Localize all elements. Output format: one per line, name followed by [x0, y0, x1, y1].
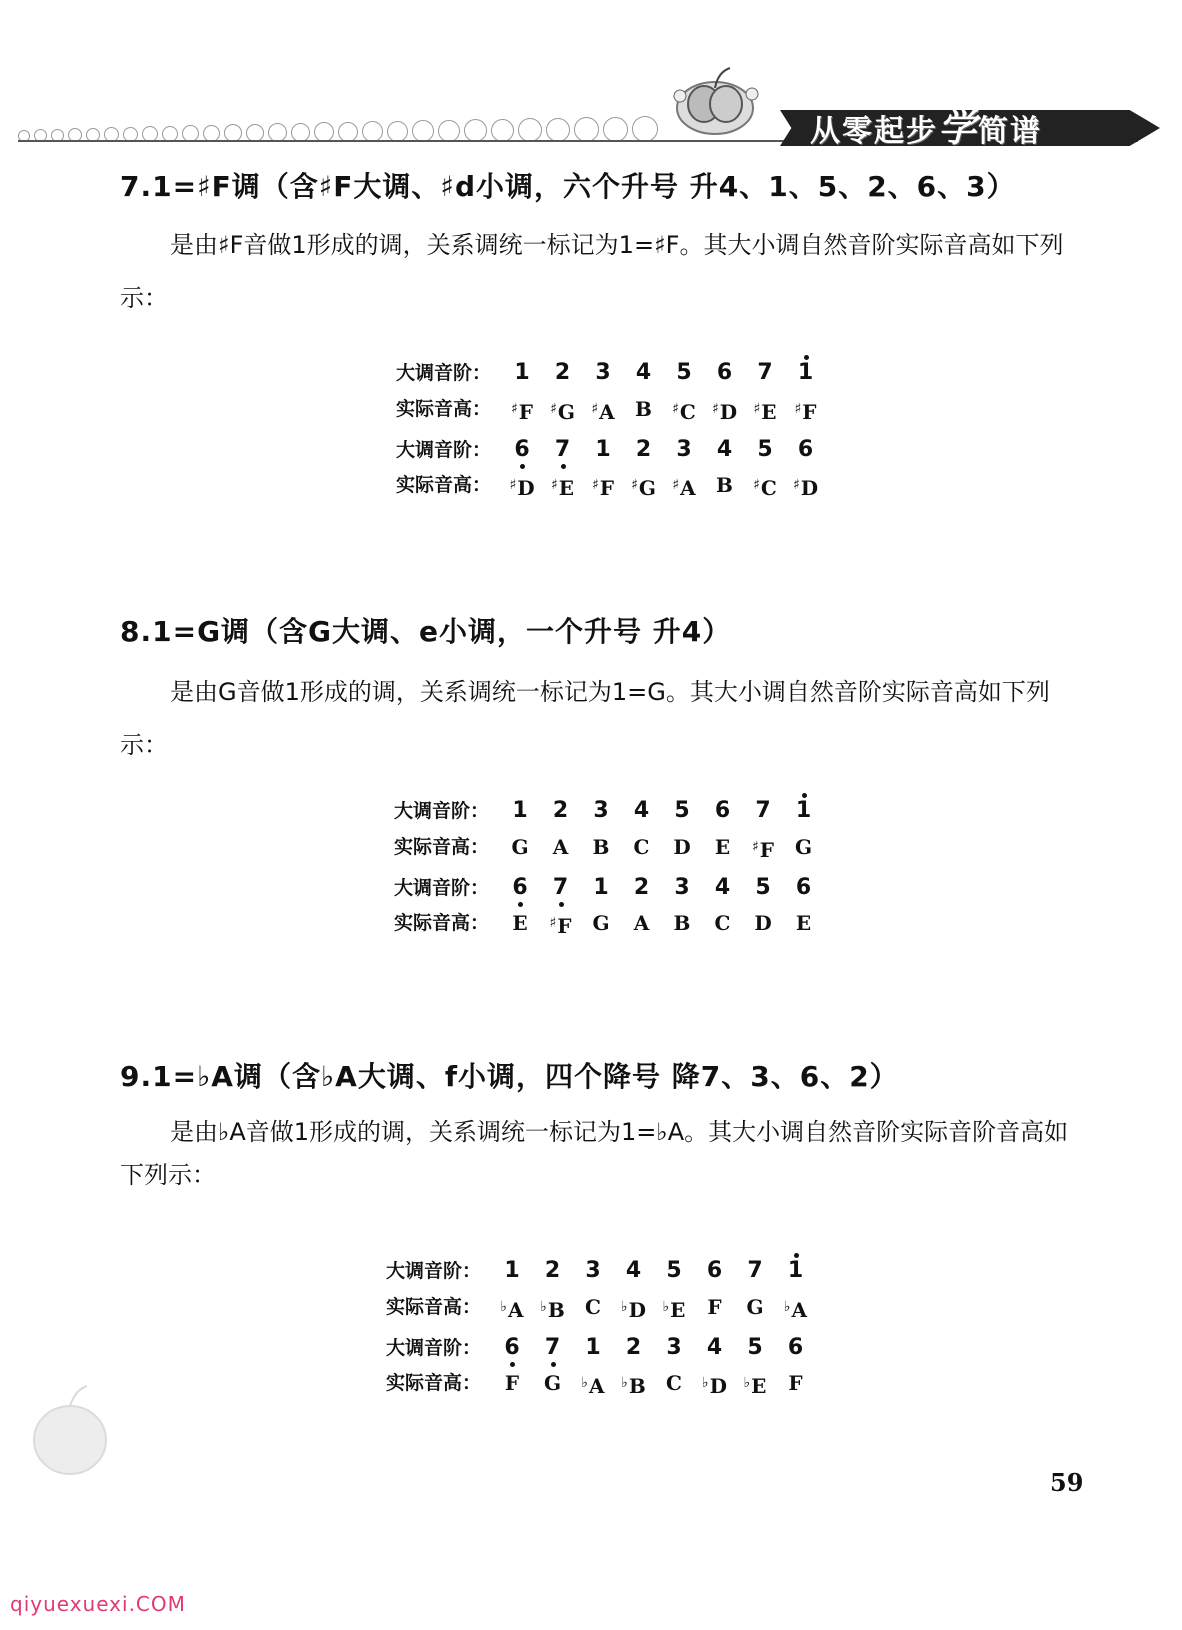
pitch-letter: D	[673, 835, 691, 859]
row-label: 大调音阶：	[394, 800, 490, 822]
sharp-icon: ♯	[672, 401, 679, 417]
pitch-letter: A	[599, 400, 615, 424]
scale-degree: 6	[787, 1335, 804, 1360]
pitch-letter: E	[714, 835, 731, 859]
pitch-letter: F	[557, 914, 572, 938]
pitch-name	[616, 1368, 652, 1401]
scale-degree: 3	[676, 437, 692, 462]
sharp-icon: ♯	[794, 401, 802, 417]
pitch-letter: B	[635, 397, 652, 421]
sharp-icon: ♯	[631, 477, 638, 493]
pitch-name	[583, 908, 619, 938]
pitch-letter: B	[547, 1298, 565, 1322]
actual-pitch-row	[386, 1292, 818, 1322]
scale-degree: 4	[714, 875, 731, 900]
scale-degree: 2	[544, 1258, 561, 1283]
scale-degree: 5	[674, 798, 690, 823]
pitch-letter: E	[670, 1298, 686, 1322]
section-heading: 9.1=♭A调（含♭A大调、f小调，四个降号 降7、3、6、2）	[120, 1060, 899, 1093]
pitch-name	[666, 394, 702, 427]
row-label: 大调音阶：	[394, 877, 490, 899]
pitch-name	[624, 832, 660, 862]
pitch-name	[707, 470, 743, 500]
pitch-letter: G	[543, 1371, 562, 1395]
pitch-letter: D	[719, 400, 738, 424]
scale-degree: 6	[795, 875, 812, 900]
pitch-name	[575, 1292, 611, 1322]
scale-degree: 3	[585, 1258, 601, 1283]
pitch-name	[778, 1292, 814, 1325]
section-body-line2: 下列示：	[120, 1161, 216, 1189]
sharp-icon: ♯	[753, 401, 761, 417]
flat-icon: ♭	[783, 1299, 791, 1315]
pitch-name	[747, 470, 783, 503]
pitch-letter: E	[512, 911, 528, 935]
sharp-icon: ♯	[711, 401, 719, 417]
apple-watermark-icon	[25, 1380, 115, 1480]
pitch-name	[697, 1368, 733, 1401]
pitch-name	[502, 908, 538, 938]
flat-icon: ♭	[500, 1299, 508, 1315]
pitch-name	[707, 394, 743, 427]
pitch-name	[705, 908, 741, 938]
sharp-icon: ♯	[672, 477, 680, 493]
scale-degree: 5	[666, 1258, 682, 1283]
header-circle	[362, 121, 383, 142]
pitch-letter: A	[791, 1298, 808, 1322]
scale-degree: 3	[666, 1335, 682, 1360]
scale-degree: 6	[504, 435, 540, 465]
scale-degree: 3	[595, 360, 611, 385]
scale-degree: 7	[535, 1333, 571, 1363]
pitch-name	[575, 1368, 611, 1401]
scale-degree: 3	[593, 798, 609, 823]
scale-degree: 4	[625, 1258, 642, 1283]
scale-degree-row	[394, 796, 826, 826]
pitch-name	[545, 470, 581, 503]
scale-degree: 5	[757, 437, 773, 462]
pitch-letter: C	[585, 1295, 601, 1319]
pitch-name	[697, 1292, 733, 1322]
scale-degree: 3	[674, 875, 690, 900]
scale-degree: 7	[545, 435, 581, 465]
sharp-icon: ♯	[509, 477, 517, 493]
scale-degree: 1	[512, 798, 528, 823]
pitch-letter: E	[751, 1374, 767, 1398]
pitch-letter: G	[794, 835, 813, 859]
pitch-name	[788, 470, 824, 503]
pitch-name	[624, 908, 660, 938]
pitch-name	[504, 470, 540, 503]
scale-degree: 5	[676, 360, 692, 385]
scale-degree: 1	[585, 1335, 601, 1360]
pitch-letter: A	[680, 476, 696, 500]
pitch-name	[543, 832, 579, 862]
pitch-letter: C	[679, 400, 696, 424]
scale-degree: 1	[593, 875, 609, 900]
pitch-name	[545, 394, 581, 427]
flat-icon: ♭	[621, 1375, 628, 1391]
pitch-name	[737, 1368, 773, 1401]
header-circle	[464, 119, 487, 142]
sharp-icon: ♯	[592, 477, 599, 493]
pitch-letter: G	[557, 400, 575, 424]
actual-pitch-row	[394, 908, 826, 938]
flat-icon: ♭	[702, 1375, 709, 1391]
section-body-line1: 是由G音做1形成的调，关系调统一标记为1=G。其大小调自然音阶实际音高如下列	[170, 678, 1050, 706]
pitch-name	[585, 470, 621, 503]
scale-degree: 1	[788, 358, 824, 388]
scale-degree: 6	[494, 1333, 530, 1363]
pitch-letter: B	[628, 1374, 646, 1398]
pitch-letter: C	[714, 911, 731, 935]
book-title-part3: 简谱	[978, 114, 1043, 149]
flat-icon: ♭	[581, 1375, 589, 1391]
actual-pitch-row	[396, 470, 828, 500]
scale-degree: 4	[633, 798, 650, 823]
sharp-icon: ♯	[752, 839, 759, 855]
scale-degree: 6	[797, 437, 814, 462]
row-label: 实际音高：	[386, 1296, 482, 1318]
pitch-letter: B	[673, 911, 691, 935]
scale-degree: 6	[716, 360, 733, 385]
header-circle	[412, 120, 434, 142]
sharp-icon: ♯	[792, 477, 800, 493]
flat-icon: ♭	[540, 1299, 547, 1315]
scale-degree: 2	[625, 1335, 642, 1360]
pitch-name	[656, 1368, 692, 1398]
header-circle	[546, 118, 570, 142]
sharp-icon: ♯	[753, 477, 760, 493]
pitch-letter: B	[592, 835, 610, 859]
pitch-letter: F	[707, 1295, 722, 1319]
scale-degree: 2	[554, 360, 571, 385]
scale-degree: 1	[778, 1256, 814, 1286]
scale-degree-row	[394, 873, 826, 903]
pitch-letter: G	[746, 1295, 764, 1319]
header-circle	[314, 122, 334, 142]
sharp-icon: ♯	[550, 477, 558, 493]
pitch-name	[737, 1292, 773, 1322]
scale-degree-row	[386, 1333, 818, 1363]
pitch-name	[494, 1368, 530, 1398]
pitch-letter: C	[760, 476, 777, 500]
scale-degree: 6	[714, 798, 731, 823]
flat-icon: ♭	[743, 1375, 751, 1391]
section-body-line2: 示：	[120, 284, 168, 312]
scale-degree-row	[396, 358, 828, 388]
pitch-name	[745, 832, 781, 865]
pitch-name	[664, 832, 700, 862]
pitch-name	[535, 1368, 571, 1398]
pitch-letter: G	[592, 911, 610, 935]
pitch-letter: F	[759, 838, 774, 862]
pitch-letter: B	[716, 473, 733, 497]
pitch-name	[788, 394, 824, 427]
pitch-name	[494, 1292, 530, 1325]
section-heading: 7.1=♯F调（含♯F大调、♯d小调，六个升号 升4、1、5、2、6、3）	[120, 170, 1016, 203]
section-body-line1: 是由♯F音做1形成的调，关系调统一标记为1=♯F。其大小调自然音阶实际音高如下列	[170, 231, 1064, 259]
scale-degree: 7	[543, 873, 579, 903]
header-circle	[338, 122, 358, 142]
scale-degree: 7	[747, 1258, 763, 1283]
sharp-icon: ♯	[549, 915, 557, 931]
scale-degree-row	[386, 1256, 818, 1286]
header-circle	[574, 117, 599, 142]
scale-degree: 4	[706, 1335, 723, 1360]
section-body-line1: 是由♭A音做1形成的调，关系调统一标记为1=♭A。其大小调自然音阶实际音阶音高如	[170, 1118, 1069, 1146]
pitch-letter: D	[517, 476, 535, 500]
pitch-name	[786, 908, 822, 938]
pitch-name	[745, 908, 781, 938]
pitch-letter: F	[788, 1371, 803, 1395]
pitch-letter: G	[638, 476, 656, 500]
pitch-letter: F	[802, 400, 817, 424]
scale-degree: 5	[747, 1335, 763, 1360]
book-title-part2: 学	[938, 106, 979, 150]
pitch-letter: A	[633, 911, 650, 935]
scale-degree: 1	[514, 360, 530, 385]
scale-degree: 2	[633, 875, 650, 900]
pitch-name	[543, 908, 579, 941]
pitch-letter: F	[599, 476, 614, 500]
scale-degree: 6	[706, 1258, 723, 1283]
sharp-icon: ♯	[591, 401, 599, 417]
pitch-letter: D	[628, 1298, 646, 1322]
book-title	[810, 108, 1042, 148]
pitch-letter: F	[518, 400, 533, 424]
pitch-name	[585, 394, 621, 427]
pitch-letter: D	[709, 1374, 727, 1398]
pitch-name	[747, 394, 783, 427]
header-circle	[491, 119, 514, 142]
scale-degree-row	[396, 435, 828, 465]
scale-degree: 2	[635, 437, 652, 462]
pitch-letter: D	[800, 476, 819, 500]
pitch-name	[626, 394, 662, 424]
pitch-letter: E	[558, 476, 575, 500]
header-circle	[387, 121, 408, 142]
pitch-name	[705, 832, 741, 862]
row-label: 大调音阶：	[386, 1337, 482, 1359]
row-label: 实际音高：	[394, 836, 490, 858]
pitch-letter: E	[795, 911, 812, 935]
book-title-part1: 从零起步	[810, 114, 938, 149]
pitch-name	[786, 832, 822, 862]
flat-icon: ♭	[662, 1299, 670, 1315]
pitch-name	[626, 470, 662, 503]
row-label: 实际音高：	[396, 474, 492, 496]
pitch-name	[502, 832, 538, 862]
actual-pitch-row	[394, 832, 826, 862]
pitch-letter: A	[508, 1298, 524, 1322]
row-label: 实际音高：	[394, 912, 490, 934]
pitch-letter: D	[754, 911, 772, 935]
pitch-name	[616, 1292, 652, 1325]
scale-degree: 5	[755, 875, 771, 900]
apple-logo-icon	[660, 60, 770, 140]
pitch-letter: A	[589, 1374, 605, 1398]
sharp-icon: ♯	[550, 401, 557, 417]
pitch-name	[664, 908, 700, 938]
pitch-name	[778, 1368, 814, 1398]
pitch-name	[504, 394, 540, 427]
pitch-letter: F	[504, 1371, 520, 1395]
pitch-name	[656, 1292, 692, 1325]
pitch-name	[583, 832, 619, 862]
header-circle-border	[18, 120, 658, 142]
header-circle	[632, 116, 658, 142]
header-circle	[438, 120, 460, 142]
pitch-name	[666, 470, 702, 503]
row-label: 大调音阶：	[386, 1260, 482, 1282]
row-label: 实际音高：	[386, 1372, 482, 1394]
flat-icon: ♭	[621, 1299, 628, 1315]
scale-degree: 4	[716, 437, 733, 462]
pitch-letter: C	[666, 1371, 682, 1395]
page-number: 59	[1050, 1468, 1084, 1497]
scale-degree: 7	[755, 798, 771, 823]
section-body-line2: 示：	[120, 731, 168, 759]
pitch-letter: C	[633, 835, 650, 859]
row-label: 大调音阶：	[396, 439, 492, 461]
pitch-letter: G	[511, 835, 529, 859]
scale-degree: 7	[757, 360, 773, 385]
header-circle	[603, 117, 628, 142]
header-circle	[518, 118, 542, 142]
row-label: 实际音高：	[396, 398, 492, 420]
pitch-name	[535, 1292, 571, 1325]
scale-degree: 4	[635, 360, 652, 385]
sharp-icon: ♯	[511, 401, 518, 417]
scale-degree: 2	[552, 798, 569, 823]
actual-pitch-row	[396, 394, 828, 424]
pitch-letter: A	[552, 835, 569, 859]
scale-degree: 6	[502, 873, 538, 903]
pitch-letter: E	[761, 400, 777, 424]
scale-degree: 1	[786, 796, 822, 826]
actual-pitch-row	[386, 1368, 818, 1398]
section-heading: 8.1=G调（含G大调、e小调，一个升号 升4）	[120, 615, 732, 648]
footer-website: qiyuexuexi.COM	[10, 1592, 186, 1616]
scale-degree: 1	[595, 437, 611, 462]
row-label: 大调音阶：	[396, 362, 492, 384]
scale-degree: 1	[504, 1258, 520, 1283]
